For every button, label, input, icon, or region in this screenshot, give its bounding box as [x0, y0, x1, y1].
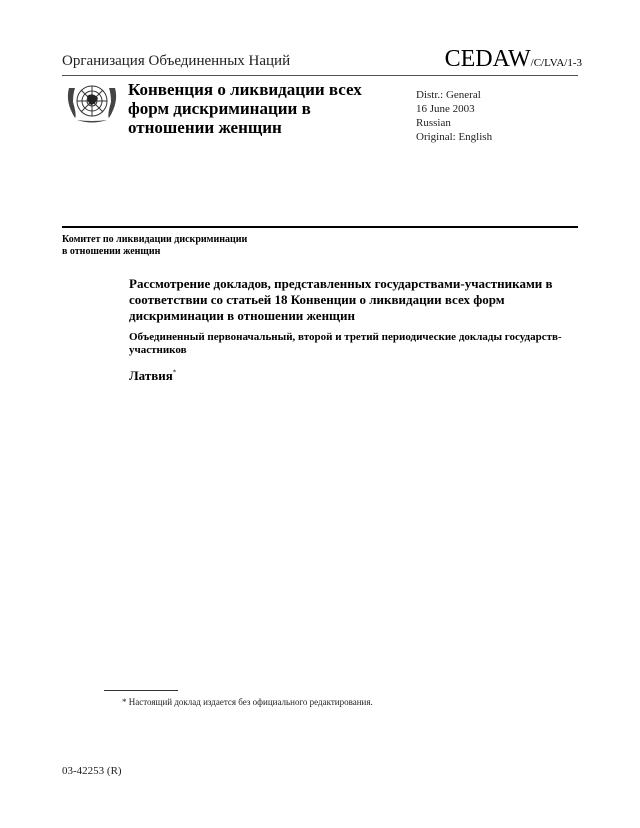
- symbol-main: CEDAW: [444, 46, 531, 72]
- header-divider: [62, 75, 578, 76]
- consideration-heading: Рассмотрение докладов, представленных государствами-участниками в соответствии со статьей 18 Конвенции о ликвидации всех форм дискриминации в отношении женщин: [129, 276, 553, 323]
- country-heading: [129, 368, 176, 384]
- document-symbol: [445, 46, 582, 73]
- reports-subheading: Объединенный первоначальный, второй и третий периодические доклады государств-участников: [129, 331, 562, 356]
- footnote-divider: [104, 690, 178, 691]
- date-line: 16 June 2003: [416, 103, 475, 115]
- organization-name: Организация Объединенных Наций: [62, 53, 291, 69]
- document-number: 03-42253 (R): [62, 765, 122, 777]
- committee-name: [62, 234, 247, 258]
- distribution-info: [416, 88, 492, 144]
- committee-line-2: в отношении женщин: [62, 246, 161, 257]
- original-language-line: Original: English: [416, 131, 493, 143]
- language-line: Russian: [416, 117, 451, 129]
- symbol-suffix: /C/LVA/1-3: [530, 57, 582, 69]
- distr-line: Distr.: General: [416, 89, 481, 101]
- country-name: Латвия: [129, 368, 173, 383]
- convention-title: Конвенция о ликвидации всех форм дискриминации в отношении женщин: [128, 80, 362, 137]
- committee-line-1: Комитет по ликвидации дискриминации: [62, 234, 248, 245]
- un-emblem-icon: [63, 78, 121, 126]
- title-divider: [62, 226, 578, 228]
- footnote-text: * Настоящий доклад издается без официального редактирования.: [122, 697, 373, 707]
- footnote-marker[interactable]: *: [172, 368, 177, 377]
